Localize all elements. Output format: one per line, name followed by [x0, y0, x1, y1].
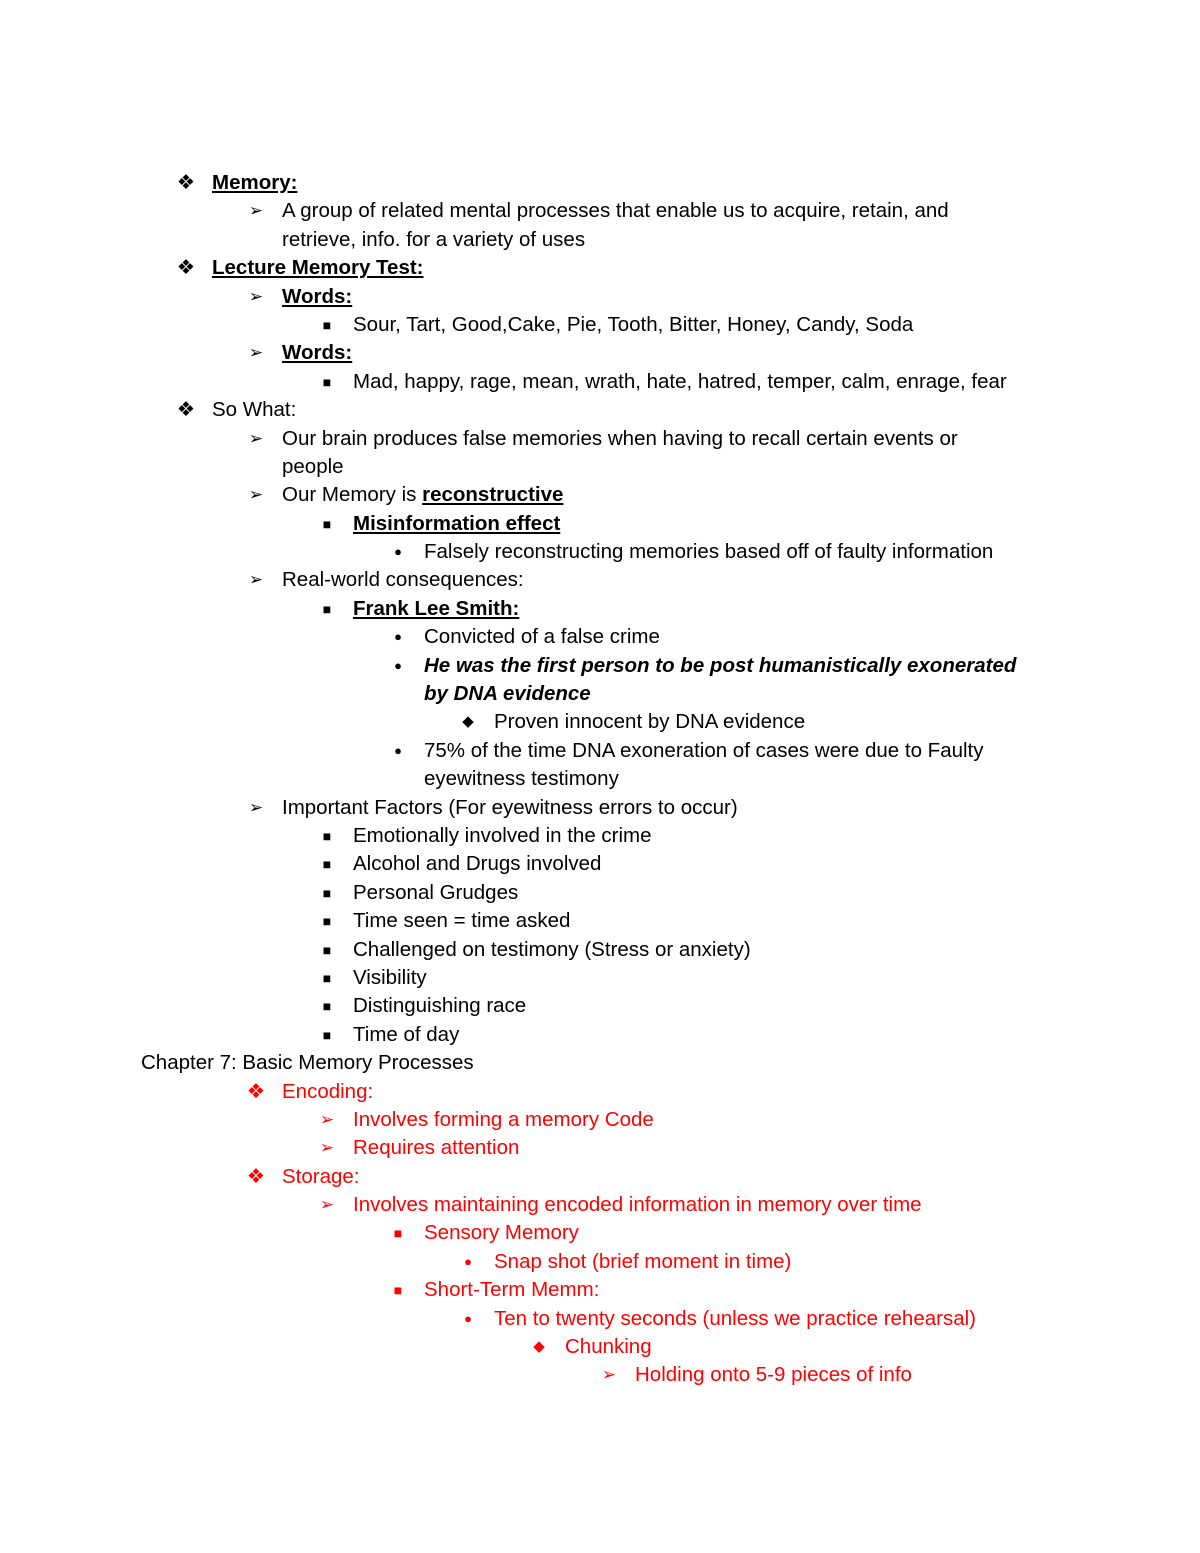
text-run: Memory:	[212, 171, 298, 194]
outline-item-text	[494, 1307, 976, 1330]
outline-item	[0, 1333, 1200, 1361]
outline-item-text	[282, 568, 524, 591]
outline-item-text	[282, 796, 738, 819]
outline-item-text	[424, 739, 984, 762]
text-run: Ten to twenty seconds (unless we practice rehearsal)	[494, 1306, 976, 1330]
text-run: Lecture Memory Test:	[212, 256, 424, 280]
square-bullet-icon: ■	[322, 827, 332, 844]
text-run: Frank Lee Smith:	[353, 596, 520, 620]
outline-item-text	[353, 512, 560, 535]
outline-item-text	[424, 682, 591, 705]
diamond-bullet-icon: ❖	[246, 1164, 266, 1188]
text-run: Chunking	[565, 1335, 652, 1359]
text-run: Time seen = time asked	[353, 909, 571, 933]
text-run: He was the first person to be post humanistically exonerated	[424, 653, 1017, 677]
outline-item	[0, 311, 1200, 339]
text-run: Personal Grudges	[353, 880, 519, 904]
outline-item	[0, 1191, 1200, 1219]
outline-item	[0, 1163, 1200, 1191]
outline-item	[0, 708, 1200, 736]
text-run: people	[282, 454, 344, 478]
square-bullet-icon: ■	[322, 600, 332, 617]
outline-item	[0, 1106, 1200, 1134]
outline-item	[0, 850, 1200, 878]
outline-item-text	[424, 767, 619, 790]
arrow-bullet-icon: ➢	[319, 1138, 335, 1158]
text-run: Emotionally involved in the crime	[353, 823, 652, 847]
text-run: Requires attention	[353, 1136, 520, 1160]
text-run: reconstructive	[422, 483, 564, 507]
outline-item	[0, 1219, 1200, 1247]
square-bullet-icon: ■	[393, 1282, 403, 1299]
outline-item-text	[353, 938, 751, 961]
outline-item	[0, 1134, 1200, 1162]
outline-item	[0, 453, 1200, 481]
text-run: Convicted of a false crime	[424, 625, 660, 649]
outline-item	[0, 1078, 1200, 1106]
arrow-bullet-icon: ➢	[319, 1195, 335, 1215]
square-bullet-icon: ■	[322, 515, 332, 532]
outline-item	[0, 169, 1200, 197]
outline-item-text	[353, 597, 519, 620]
outline-item	[0, 992, 1200, 1020]
outline-item	[0, 737, 1200, 765]
text-run: Important Factors (For eyewitness errors to occur)	[282, 795, 738, 819]
arrow-bullet-icon: ➢	[248, 286, 264, 306]
outline-item-text	[282, 1080, 373, 1103]
text-run: Involves forming a memory Code	[353, 1107, 654, 1131]
square-bullet-icon: ■	[322, 969, 332, 986]
square-bullet-icon: ■	[322, 884, 332, 901]
diamond-bullet-icon: ❖	[176, 398, 196, 422]
outline-item-text	[353, 966, 427, 989]
text-run: A group of related mental processes that enable us to acquire, retain, and	[282, 199, 949, 223]
text-run: Words:	[282, 284, 353, 308]
outline-item-text	[282, 455, 344, 478]
outline-item	[0, 1361, 1200, 1389]
outline-item	[0, 538, 1200, 566]
text-run: Alcohol and Drugs involved	[353, 852, 602, 876]
outline-item	[0, 907, 1200, 935]
outline-item-text	[353, 370, 1007, 393]
outline-item-text	[282, 285, 352, 308]
text-run: Visibility	[353, 965, 427, 989]
outline-item	[0, 1305, 1200, 1333]
outline-item-text	[282, 341, 352, 364]
outline-item	[0, 879, 1200, 907]
text-run: by DNA evidence	[424, 682, 591, 706]
text-run: Encoding:	[282, 1079, 374, 1103]
outline-item-text	[353, 994, 526, 1017]
text-run: Challenged on testimony (Stress or anxiety)	[353, 937, 751, 961]
solid-diamond-bullet-icon: ◆	[533, 1338, 545, 1356]
text-run: Words:	[282, 341, 353, 365]
diamond-bullet-icon: ❖	[246, 1079, 266, 1103]
outline-item-text	[353, 909, 570, 932]
outline-item-text	[141, 1051, 474, 1074]
outline-item	[0, 283, 1200, 311]
outline-item	[0, 680, 1200, 708]
outline-list	[0, 169, 1200, 1390]
outline-item-text	[212, 171, 297, 194]
outline-item	[0, 1021, 1200, 1049]
text-run: So What:	[212, 398, 297, 422]
outline-item-text	[212, 256, 424, 279]
outline-item	[0, 254, 1200, 282]
arrow-bullet-icon: ➢	[248, 428, 264, 448]
text-run: Real-world consequences:	[282, 568, 524, 592]
square-bullet-icon: ■	[322, 316, 332, 333]
text-run: Mad, happy, rage, mean, wrath, hate, hatred, temper, calm, enrage, fear	[353, 369, 1007, 393]
outline-item	[0, 595, 1200, 623]
outline-item	[0, 652, 1200, 680]
arrow-bullet-icon: ➢	[601, 1365, 617, 1385]
outline-item	[0, 822, 1200, 850]
text-run: Snap shot (brief moment in time)	[494, 1249, 792, 1273]
outline-item	[0, 1248, 1200, 1276]
solid-diamond-bullet-icon: ◆	[462, 713, 474, 731]
text-run: Time of day	[353, 1022, 460, 1046]
arrow-bullet-icon: ➢	[319, 1109, 335, 1129]
square-bullet-icon: ■	[393, 1225, 403, 1242]
outline-item	[0, 197, 1200, 225]
outline-item-text	[424, 1278, 599, 1301]
square-bullet-icon: ■	[322, 998, 332, 1015]
outline-item-text	[424, 654, 1016, 677]
outline-item-text	[353, 313, 913, 336]
text-run: retrieve, info. for a variety of uses	[282, 227, 586, 251]
outline-item	[0, 425, 1200, 453]
outline-item-text	[212, 398, 296, 421]
text-run: Involves maintaining encoded information in memory over time	[353, 1193, 922, 1217]
outline-item-text	[424, 540, 993, 563]
text-run: Sour, Tart, Good,Cake, Pie, Tooth, Bitter, Honey, Candy, Soda	[353, 312, 914, 336]
outline-item-text	[353, 1023, 459, 1046]
outline-item-text	[353, 1108, 654, 1131]
chapter-heading	[0, 1049, 1200, 1077]
outline-item-text	[282, 228, 585, 251]
dot-bullet-icon: ●	[464, 1310, 472, 1326]
text-run: Our Memory is	[282, 483, 423, 507]
text-run: Holding onto 5-9 pieces of info	[635, 1363, 912, 1387]
dot-bullet-icon: ●	[464, 1253, 472, 1269]
dot-bullet-icon: ●	[394, 629, 402, 645]
outline-item-text	[424, 1221, 579, 1244]
outline-item	[0, 226, 1200, 254]
diamond-bullet-icon: ❖	[176, 256, 196, 280]
outline-item-text	[282, 199, 949, 222]
text-run: Misinformation effect	[353, 511, 561, 535]
text-run: Proven innocent by DNA evidence	[494, 710, 806, 734]
arrow-bullet-icon: ➢	[248, 485, 264, 505]
outline-item-text	[494, 1250, 791, 1273]
text-run: Our brain produces false memories when having to recall certain events or	[282, 426, 958, 450]
arrow-bullet-icon: ➢	[248, 343, 264, 363]
outline-item-text	[282, 1165, 360, 1188]
outline-item	[0, 794, 1200, 822]
text-run: Sensory Memory	[424, 1221, 579, 1245]
outline-item-text	[282, 483, 563, 506]
outline-item	[0, 396, 1200, 424]
text-run: 75% of the time DNA exoneration of cases were due to Faulty	[424, 738, 984, 762]
outline-item	[0, 566, 1200, 594]
square-bullet-icon: ■	[322, 941, 332, 958]
text-run: Storage:	[282, 1164, 360, 1188]
square-bullet-icon: ■	[322, 856, 332, 873]
outline-item-text	[282, 427, 958, 450]
square-bullet-icon: ■	[322, 373, 332, 390]
outline-item	[0, 765, 1200, 793]
text-run: Distinguishing race	[353, 994, 527, 1018]
dot-bullet-icon: ●	[394, 544, 402, 560]
dot-bullet-icon: ●	[394, 742, 402, 758]
text-run: Short-Term Memm:	[424, 1278, 600, 1302]
outline-item-text	[424, 625, 660, 648]
outline-item-text	[353, 1193, 922, 1216]
outline-item-text	[494, 710, 805, 733]
outline-item	[0, 1276, 1200, 1304]
diamond-bullet-icon: ❖	[176, 171, 196, 194]
arrow-bullet-icon: ➢	[248, 570, 264, 590]
outline-item-text	[635, 1363, 912, 1386]
outline-item	[0, 510, 1200, 538]
outline-item-text	[353, 881, 518, 904]
square-bullet-icon: ■	[322, 1026, 332, 1043]
outline-item-text	[565, 1335, 652, 1358]
arrow-bullet-icon: ➢	[248, 797, 264, 817]
text-run: Falsely reconstructing memories based off of faulty information	[424, 540, 994, 564]
text-run: Chapter 7: Basic Memory Processes	[141, 1051, 474, 1075]
outline-item	[0, 623, 1200, 651]
outline-item-text	[353, 824, 652, 847]
outline-item	[0, 481, 1200, 509]
outline-item-text	[353, 1136, 519, 1159]
outline-item-text	[353, 852, 601, 875]
outline-item	[0, 339, 1200, 367]
outline-item	[0, 936, 1200, 964]
square-bullet-icon: ■	[322, 913, 332, 930]
outline-item	[0, 964, 1200, 992]
text-run: eyewitness testimony	[424, 767, 619, 791]
arrow-bullet-icon: ➢	[248, 201, 264, 221]
outline-item	[0, 368, 1200, 396]
dot-bullet-icon: ●	[394, 657, 402, 673]
